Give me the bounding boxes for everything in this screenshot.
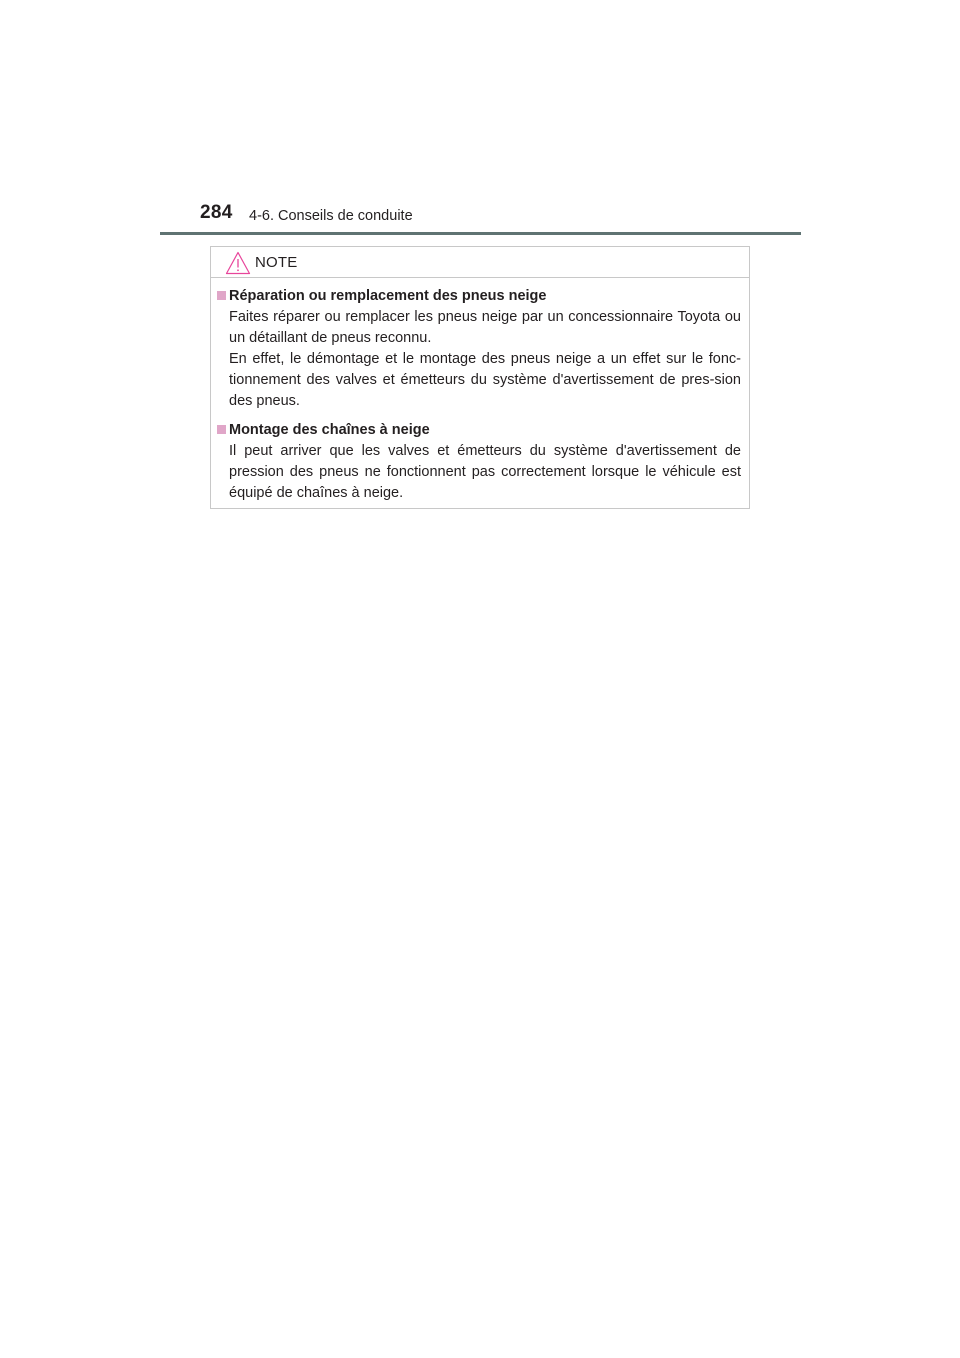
paragraph: Il peut arriver que les valves et émetteurs du système d'avertissement de pression des pneus ne fonctionnent pas correctement lorsque le véhicule est équipé de chaînes à neige. <box>229 443 741 501</box>
section-title: 4-6. Conseils de conduite <box>249 208 413 224</box>
paragraph: Faites réparer ou remplacer les pneus neige par un concessionnaire Toyota ou un détaillant de pneus reconnu. <box>229 309 741 346</box>
paragraph: En effet, le démontage et le montage des pneus neige a un effet sur le fonc-tionnement des valves et émetteurs du système d'avertissement de pres-sion des pneus. <box>229 351 741 409</box>
note-item-snow-tires <box>211 285 749 412</box>
item-heading <box>211 285 749 307</box>
item-text <box>229 441 741 504</box>
square-bullet-icon <box>217 425 226 434</box>
item-text <box>229 307 741 412</box>
note-item-snow-chains <box>211 419 749 504</box>
warning-triangle-icon <box>225 251 251 275</box>
item-heading-text: Réparation ou remplacement des pneus neige <box>229 288 547 304</box>
square-bullet-icon <box>217 291 226 300</box>
note-header <box>211 247 749 278</box>
header-rule <box>160 232 801 235</box>
page-number: 284 <box>200 202 233 223</box>
note-label: NOTE <box>255 254 298 271</box>
item-heading <box>211 419 749 441</box>
item-heading-text: Montage des chaînes à neige <box>229 422 430 438</box>
note-body <box>211 285 749 511</box>
note-box <box>210 246 750 509</box>
